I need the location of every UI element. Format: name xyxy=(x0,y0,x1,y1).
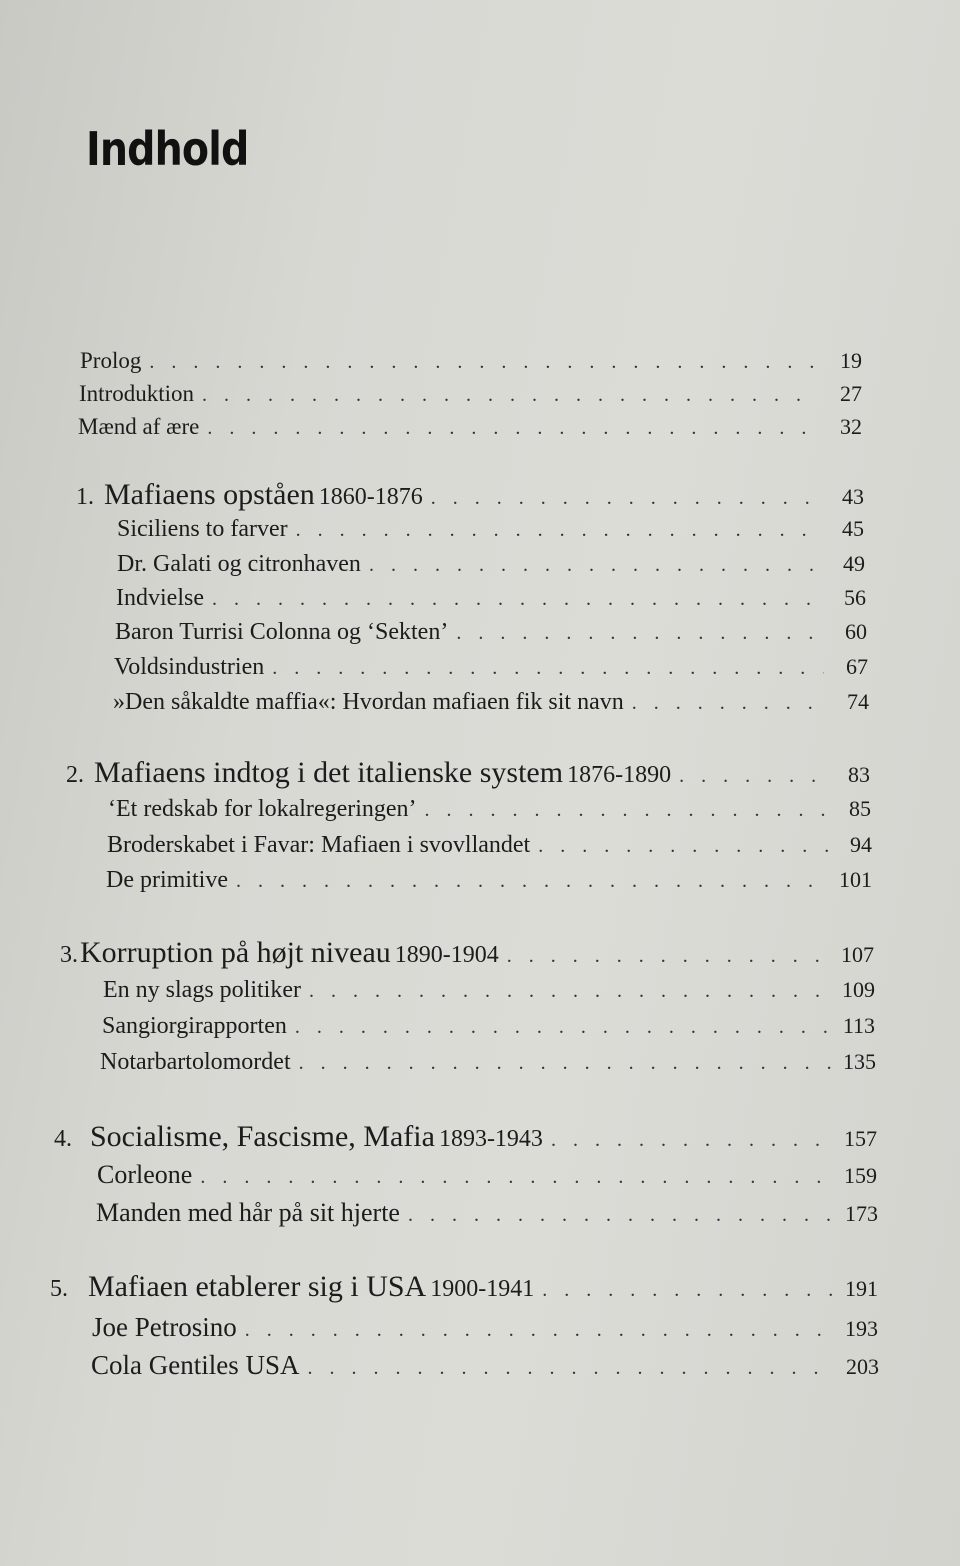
section-title: ‘Et redskab for lokalregeringen’ xyxy=(108,796,417,822)
dot-leader xyxy=(202,384,818,407)
toc-section xyxy=(96,1198,878,1228)
page-number: 173 xyxy=(845,1201,878,1226)
page-number: 135 xyxy=(843,1049,876,1074)
dot-leader xyxy=(456,622,823,645)
toc-section xyxy=(107,832,872,862)
page-number: 157 xyxy=(844,1126,877,1151)
section-title: Indvielse xyxy=(116,585,204,611)
chapter-number: 1. xyxy=(76,484,94,510)
toc-chapter-5 xyxy=(50,1270,878,1303)
toc-section xyxy=(116,585,866,615)
chapter-title: Mafiaens opståen xyxy=(104,478,315,511)
toc-entry-maend-af-aere xyxy=(78,414,862,444)
page-number: 94 xyxy=(850,832,872,857)
chapter-title: Socialisme, Fascisme, Mafia xyxy=(90,1120,435,1153)
dot-leader xyxy=(369,554,821,577)
page-number: 191 xyxy=(845,1276,878,1301)
page-number: 45 xyxy=(842,516,864,541)
dot-leader xyxy=(236,870,828,893)
page-number: 49 xyxy=(843,551,865,576)
dot-leader xyxy=(296,519,820,542)
page-number: 109 xyxy=(842,977,875,1002)
toc-section xyxy=(114,654,868,684)
dot-leader xyxy=(507,945,830,968)
page-number: 56 xyxy=(844,585,866,610)
entry-title: Introduktion xyxy=(79,381,194,406)
page-number: 27 xyxy=(840,381,862,406)
section-title: Corleone xyxy=(97,1160,193,1189)
toc-entry-introduktion xyxy=(79,381,862,411)
page-number: 32 xyxy=(840,414,862,439)
page-number: 74 xyxy=(847,689,869,714)
dot-leader xyxy=(538,835,828,858)
page-number: 83 xyxy=(848,762,870,787)
page-number: 113 xyxy=(842,1013,875,1038)
section-title: En ny slags politiker xyxy=(103,977,301,1003)
chapter-title: Mafiaens indtog i det italienske system xyxy=(94,756,564,789)
section-title: Siciliens to farver xyxy=(117,516,288,542)
dot-leader xyxy=(212,588,822,611)
dot-leader xyxy=(299,1052,832,1075)
dot-leader xyxy=(245,1319,834,1342)
toc-section xyxy=(103,977,875,1007)
dot-leader xyxy=(542,1279,834,1302)
chapter-title: Mafiaen etablerer sig i USA xyxy=(88,1270,427,1303)
page-number: 101 xyxy=(839,867,872,892)
chapter-number: 5. xyxy=(50,1276,68,1302)
page-number: 193 xyxy=(845,1316,878,1341)
dot-leader xyxy=(551,1129,833,1152)
chapter-years: 1900-1941 xyxy=(430,1276,535,1302)
section-title: »Den såkaldte maffia«: Hvordan mafiaen fik sit navn xyxy=(113,689,624,715)
chapter-years: 1860-1876 xyxy=(318,484,423,510)
dot-leader xyxy=(679,765,826,788)
page-title: Indhold xyxy=(86,122,249,176)
section-title: Baron Turrisi Colonna og ‘Sekten’ xyxy=(115,619,449,645)
dot-leader xyxy=(431,487,820,510)
page-number: 19 xyxy=(840,348,862,373)
section-title: De primitive xyxy=(106,867,228,893)
section-title: Broderskabet i Favar: Mafiaen i svovllandet xyxy=(107,832,531,858)
section-title: Notarbartolomordet xyxy=(100,1049,291,1075)
page-number: 159 xyxy=(844,1163,877,1188)
toc-section xyxy=(117,551,865,581)
toc-chapter-1 xyxy=(76,478,864,511)
section-title: Cola Gentiles USA xyxy=(91,1350,300,1380)
toc-section xyxy=(113,689,869,719)
section-title: Sangiorgirapporten xyxy=(102,1013,287,1039)
dot-leader xyxy=(308,1357,836,1380)
toc-section xyxy=(102,1013,875,1043)
entry-title: Prolog xyxy=(80,348,142,373)
toc-section xyxy=(115,619,867,649)
page-number: 107 xyxy=(841,942,874,967)
dot-leader xyxy=(309,980,831,1003)
toc-chapter-3 xyxy=(60,936,874,969)
dot-leader xyxy=(425,799,827,822)
chapter-number: 4. xyxy=(54,1126,72,1152)
page-number: 85 xyxy=(849,796,871,821)
chapter-number: 3. xyxy=(60,942,78,968)
dot-leader xyxy=(200,1166,833,1189)
dot-leader xyxy=(207,417,818,440)
toc-chapter-4 xyxy=(54,1120,877,1153)
toc-section xyxy=(97,1160,877,1190)
toc-section xyxy=(91,1350,879,1380)
chapter-title: Korruption på højt niveau xyxy=(80,936,391,969)
dot-leader xyxy=(295,1016,831,1039)
section-title: Manden med hår på sit hjerte xyxy=(96,1198,400,1227)
dot-leader xyxy=(272,657,824,680)
chapter-years: 1876-1890 xyxy=(567,762,672,788)
toc-section xyxy=(106,867,872,897)
chapter-number: 2. xyxy=(66,762,84,788)
section-title: Dr. Galati og citronhaven xyxy=(117,551,361,577)
dot-leader xyxy=(632,692,825,715)
page-number: 60 xyxy=(845,619,867,644)
toc-section xyxy=(108,796,871,826)
section-title: Joe Petrosino xyxy=(92,1312,237,1342)
toc-entry-prolog xyxy=(80,348,862,378)
dot-leader xyxy=(408,1204,834,1227)
page-number: 203 xyxy=(846,1354,879,1379)
toc-section xyxy=(117,516,864,546)
toc-section xyxy=(92,1312,878,1342)
section-title: Voldsindustrien xyxy=(114,654,265,680)
page-number: 43 xyxy=(842,484,864,509)
page-number: 67 xyxy=(846,654,868,679)
chapter-years: 1893-1943 xyxy=(438,1126,543,1152)
chapter-years: 1890-1904 xyxy=(394,942,499,968)
toc-chapter-2 xyxy=(66,756,870,789)
toc-section xyxy=(100,1049,876,1079)
dot-leader xyxy=(149,351,818,374)
entry-title: Mænd af ære xyxy=(78,414,200,439)
